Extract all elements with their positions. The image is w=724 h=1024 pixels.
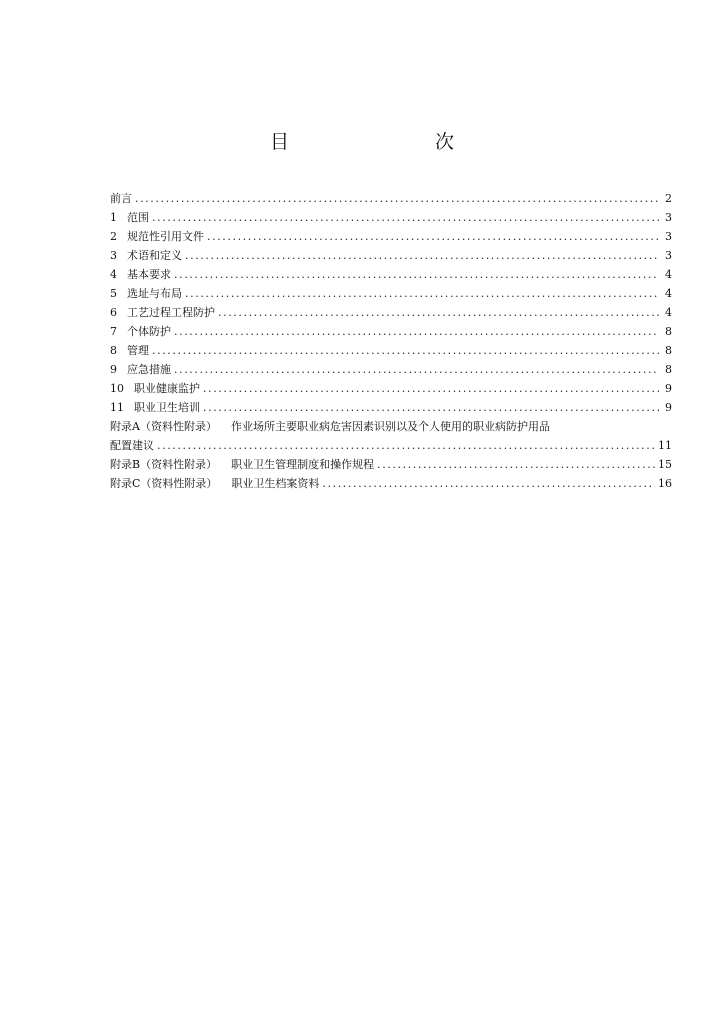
appendix-title: 作业场所主要职业病危害因素识别以及个人使用的职业病防护用品 (230, 420, 550, 433)
toc-entry-number: 1 (110, 211, 117, 224)
toc-leader-dots (203, 379, 659, 398)
toc-page-number: 16 (658, 477, 672, 490)
toc-entry-4[interactable] (110, 265, 672, 284)
toc-entry-title: 规范性引用文件 (127, 230, 204, 243)
toc-leader-dots (152, 208, 659, 227)
toc-entry-appendix-b[interactable] (110, 455, 672, 474)
toc-page-number: 15 (658, 458, 672, 471)
toc-leader-dots (322, 474, 655, 493)
toc-entry-5[interactable] (110, 284, 672, 303)
toc-leader-dots (135, 189, 659, 208)
toc-entry-title: 应急措施 (127, 363, 171, 376)
appendix-title: 职业卫生管理制度和操作规程 (231, 458, 375, 471)
toc-entry-label (110, 436, 154, 455)
toc-entry-label (110, 265, 171, 284)
toc-leader-dots (174, 322, 659, 341)
appendix-prefix: 附录B（资料性附录） (110, 458, 218, 471)
toc-entry-7[interactable] (110, 322, 672, 341)
toc-entry-number: 5 (110, 287, 117, 300)
appendix-title-continuation: 配置建议 (110, 439, 154, 452)
toc-leader-dots (174, 360, 659, 379)
toc-leader-dots (218, 303, 659, 322)
toc-leader-dots (207, 227, 659, 246)
toc-leader-dots (377, 455, 655, 474)
toc-entry-appendix-a-line2[interactable] (110, 436, 672, 455)
toc-page-number: 8 (665, 325, 672, 338)
toc-entry-title: 前言 (110, 192, 132, 205)
toc-entry-label (110, 360, 171, 379)
appendix-prefix: 附录C（资料性附录） (110, 477, 218, 490)
toc-entry-label (110, 474, 319, 493)
toc-page-number: 4 (665, 306, 672, 319)
toc-entry-label (110, 417, 550, 436)
toc-entry-2[interactable] (110, 227, 672, 246)
toc-entry-number: 10 (110, 382, 124, 395)
toc-entry-title: 基本要求 (127, 268, 171, 281)
toc-entry-number: 7 (110, 325, 117, 338)
toc-leader-dots (157, 436, 655, 455)
toc-entry-11[interactable] (110, 398, 672, 417)
toc-entry-6[interactable] (110, 303, 672, 322)
toc-page-number: 3 (665, 230, 672, 243)
toc-page-number: 2 (665, 192, 672, 205)
toc-leader-dots (185, 246, 659, 265)
toc-entry-label (110, 246, 182, 265)
toc-entry-label (110, 284, 182, 303)
toc-entry-number: 6 (110, 306, 117, 319)
toc-entry-title: 范围 (127, 211, 149, 224)
toc-page-number: 8 (665, 344, 672, 357)
toc-leader-dots (185, 284, 659, 303)
toc-entry-label (110, 322, 171, 341)
toc-entry-number: 2 (110, 230, 117, 243)
toc-entry-title: 职业健康监护 (134, 382, 200, 395)
toc-entry-3[interactable] (110, 246, 672, 265)
toc-entry-label (110, 227, 204, 246)
table-of-contents (110, 189, 672, 493)
toc-entry-label (110, 455, 374, 474)
toc-leader-dots (152, 341, 659, 360)
toc-entry-title: 工艺过程工程防护 (127, 306, 215, 319)
toc-entry-number: 9 (110, 363, 117, 376)
toc-entry-foreword[interactable] (110, 189, 672, 208)
toc-entry-label (110, 341, 149, 360)
toc-page-number: 3 (665, 249, 672, 262)
toc-entry-appendix-a-line1[interactable] (110, 417, 672, 436)
toc-page-number: 4 (665, 287, 672, 300)
toc-entry-label (110, 303, 215, 322)
toc-entry-9[interactable] (110, 360, 672, 379)
toc-page-number: 4 (665, 268, 672, 281)
toc-page-number: 9 (665, 401, 672, 414)
toc-entry-title: 职业卫生培训 (134, 401, 200, 414)
appendix-title: 职业卫生档案资料 (231, 477, 320, 490)
toc-entry-number: 11 (110, 401, 124, 414)
toc-entry-title: 术语和定义 (127, 249, 182, 262)
toc-entry-number: 3 (110, 249, 117, 262)
toc-page-number: 9 (665, 382, 672, 395)
toc-entry-number: 8 (110, 344, 117, 357)
toc-entry-title: 选址与布局 (127, 287, 182, 300)
toc-entry-title: 个体防护 (127, 325, 171, 338)
toc-entry-title: 管理 (127, 344, 149, 357)
toc-entry-1[interactable] (110, 208, 672, 227)
toc-entry-label (110, 189, 132, 208)
toc-entry-label (110, 398, 200, 417)
toc-page-number: 3 (665, 211, 672, 224)
toc-entry-8[interactable] (110, 341, 672, 360)
toc-page-number: 11 (658, 439, 672, 452)
toc-leader-dots (203, 398, 659, 417)
toc-title: 目 次 (269, 131, 490, 153)
toc-entry-label (110, 379, 200, 398)
toc-entry-10[interactable] (110, 379, 672, 398)
toc-leader-dots (174, 265, 659, 284)
toc-entry-number: 4 (110, 268, 117, 281)
toc-entry-label (110, 208, 149, 227)
toc-entry-appendix-c[interactable] (110, 474, 672, 493)
appendix-prefix: 附录A（资料性附录） (110, 420, 217, 433)
toc-page-number: 8 (665, 363, 672, 376)
